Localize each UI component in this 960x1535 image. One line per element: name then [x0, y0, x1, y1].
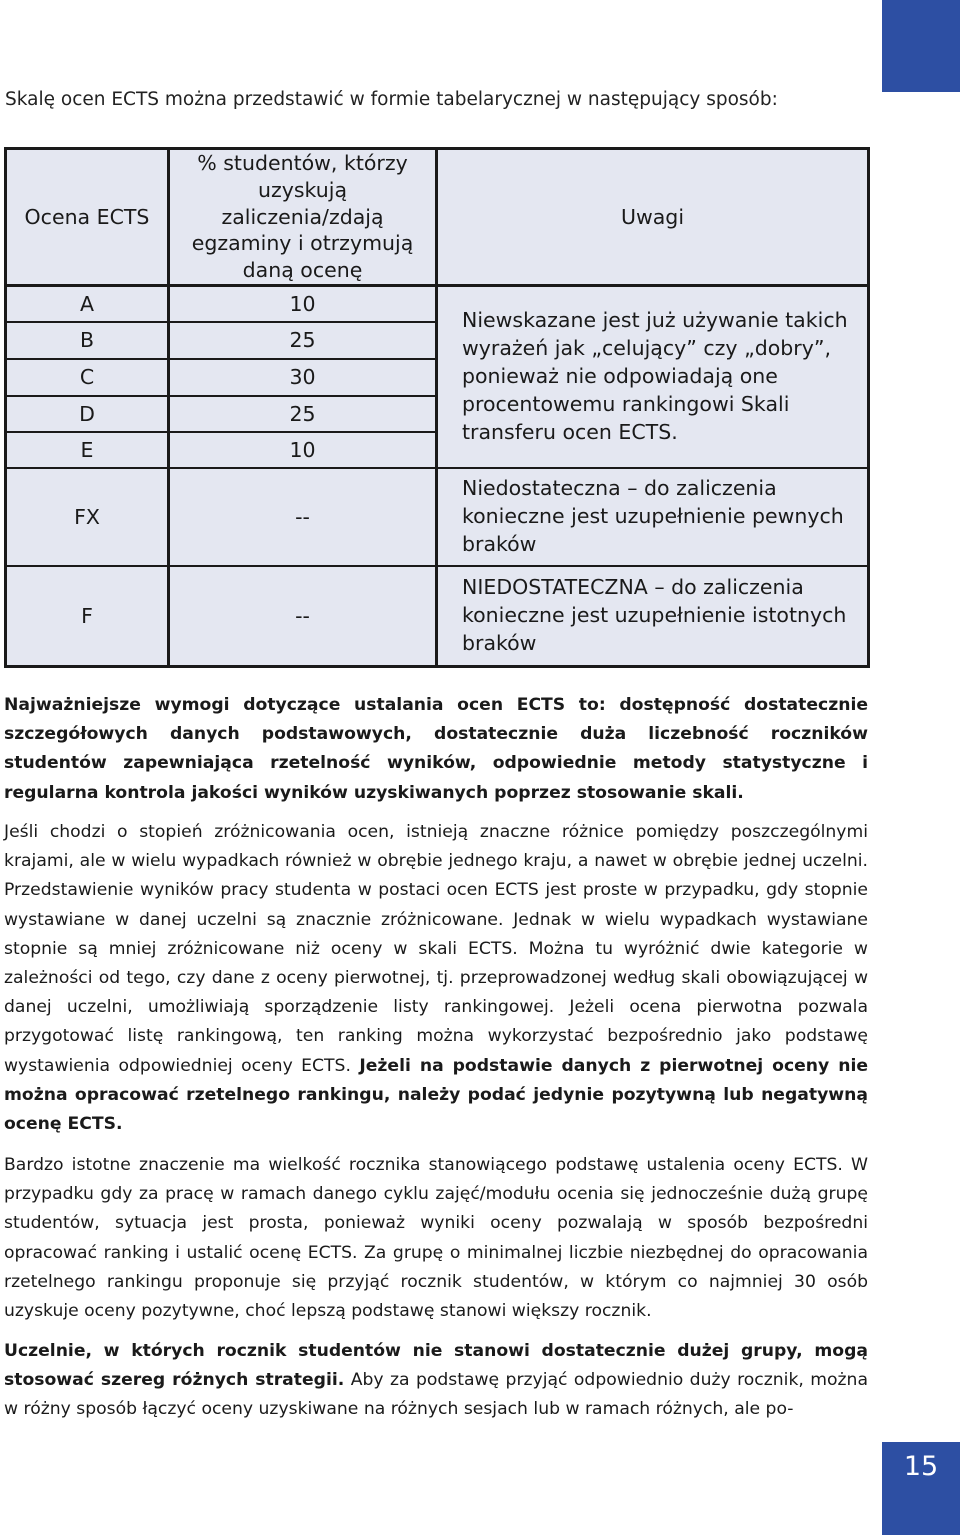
percent-cell: -- — [170, 469, 435, 565]
percent-cell: 10 — [170, 287, 435, 321]
cohort-size-text: Bardzo istotne znaczenie ma wielkość rocznika stanowiącego podstawę ustalenia oceny ECTS. W przypadku gdy za pracę w ramach danego cyklu zajęć/modułu ocenia się jednocześnie dużą grupę studentów, sytuacja jest prosta, ponieważ wyniki oceny pozwalają w sposób bezpośredni opracować ranking i ustalić ocenę ECTS. Za grupę o minimalnej liczbie niezbędnej do opracowania rzetelnego rankingu proponuje się przyjąć rocznik studentów, w którym co najmniej 30 osób uzyskuje oceny pozytywne, choć lepszą podstawę stanowi większy rocznik. — [4, 1155, 868, 1322]
grade-cell: D — [7, 397, 167, 431]
grade-cell: F — [7, 567, 167, 665]
percent-cell: -- — [170, 567, 435, 665]
intro-text: Skalę ocen ECTS można przedstawić w formie tabelarycznej w następujący sposób: — [5, 89, 778, 110]
header-notes: Uwagi — [438, 150, 867, 284]
paragraph-grade-differentiation — [4, 818, 868, 1139]
note-fx: Niedostateczna – do zaliczenia konieczne jest uzupełnienie pewnych braków — [438, 469, 867, 565]
top-page-tab — [882, 0, 960, 92]
requirements-text: Najważniejsze wymogi dotyczące ustalania ocen ECTS to: dostępność dostatecznie szczegółowych danych podstawowych, dostatecznie duża liczebność roczników studentów zapewniająca rzetelność wyników, odpowiednie metody statystyczne i regularna kontrola jakości wyników uzyskiwanych poprzez stosowanie skali. — [4, 695, 868, 803]
grade-cell: B — [7, 323, 167, 358]
paragraph-strategies — [4, 1337, 868, 1425]
header-percent: % studentów, którzy uzyskują zaliczenia/zdają egzaminy i otrzymują daną ocenę — [170, 150, 435, 284]
ects-table — [4, 147, 870, 668]
paragraph-requirements — [4, 691, 868, 808]
percent-cell: 30 — [170, 360, 435, 395]
grade-cell: FX — [7, 469, 167, 565]
percent-cell: 25 — [170, 397, 435, 431]
note-f: NIEDOSTATECZNA – do zaliczenia konieczne jest uzupełnienie istotnych braków — [438, 567, 867, 665]
note-passing-grades: Niewskazane jest już używanie takich wyrażeń jak „celujący” czy „dobry”, ponieważ nie odpowiadają one procentowemu rankingowi Skali transferu ocen ECTS. — [438, 287, 867, 467]
strategies-text: Aby za podstawę przyjąć odpowiednio duży rocznik, można w różny sposób łączyć oceny uzyskiwane na różnych sesjach lub w ramach różnych, ale po- — [4, 1370, 868, 1420]
header-grade: Ocena ECTS — [7, 150, 167, 284]
paragraph-cohort-size — [4, 1151, 868, 1326]
percent-cell: 25 — [170, 323, 435, 358]
grade-cell: E — [7, 433, 167, 467]
strategies-bold-text: Uczelnie, w których rocznik studentów nie stanowi dostatecznie dużej grupy, mogą stosować szereg różnych strategii. — [4, 1341, 868, 1391]
differentiation-bold-text: Jeżeli na podstawie danych z pierwotnej oceny nie można opracować rzetelnego rankingu, należy podać jedynie pozytywną lub negatywną ocenę ECTS. — [4, 1055, 868, 1135]
differentiation-text: Jeśli chodzi o stopień zróżnicowania ocen, istnieją znaczne różnice pomiędzy poszczególnymi krajami, ale w wielu wypadkach również w obrębie jednego kraju, a nawet w obrębie jednej uczelni. Przedstawienie wyników pracy studenta w postaci ocen ECTS jest proste w przypadku, gdy stopnie wystawiane w danej uczelni są znacznie zróżnicowane. Jednak w wielu wypadkach wystawiane stopnie są mniej zróżnicowane niż oceny w skali ECTS. Można tu wyróżnić dwie kategorie w zależności od tego, czy dane z oceny pierwotnej, tj. przeprowadzonej według skali obowiązującej w danej uczelni, umożliwiają sporządzenie listy rankingowej. Jeżeli ocena pierwotna pozwala przygotować listę rankingową, ten ranking można wykorzystać bezpośrednio jako podstawę wystawienia odpowiedniej oceny ECTS. — [4, 822, 868, 1076]
percent-cell: 10 — [170, 433, 435, 467]
grade-cell: A — [7, 287, 167, 321]
page-number: 15 — [882, 1442, 960, 1535]
grade-cell: C — [7, 360, 167, 395]
